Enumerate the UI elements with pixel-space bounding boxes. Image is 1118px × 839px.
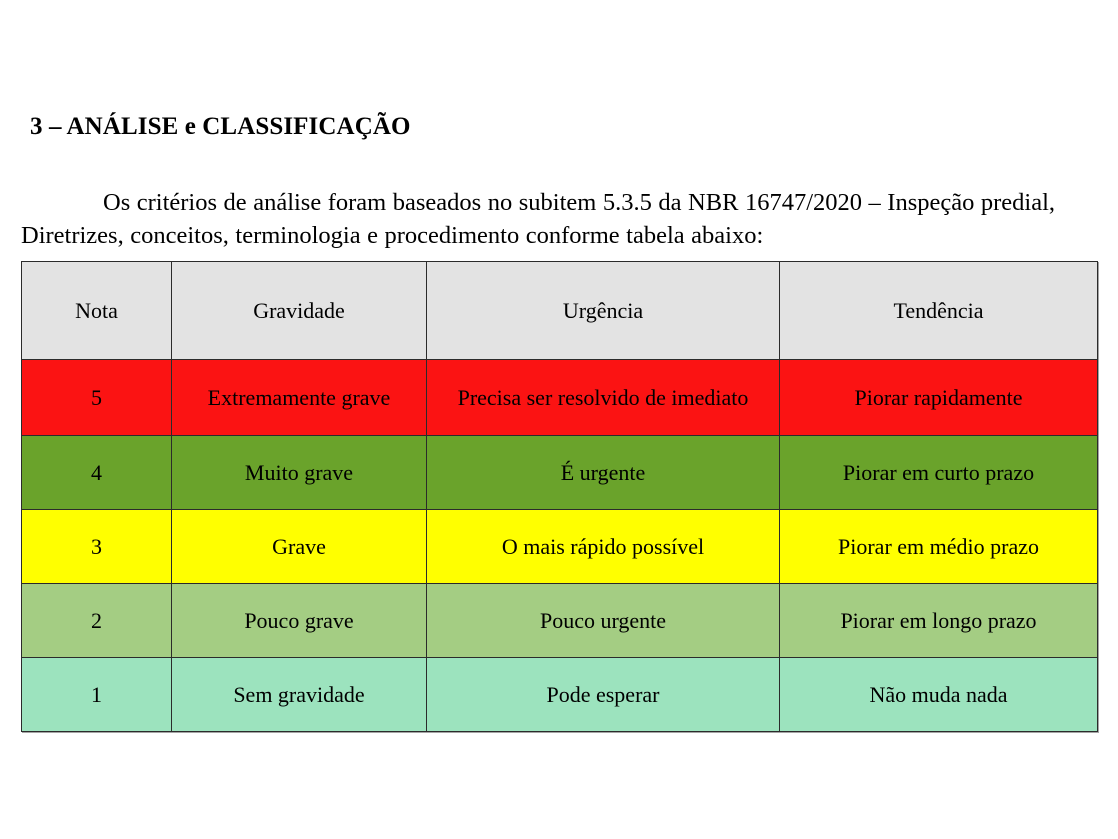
cell-urgencia: Precisa ser resolvido de imediato (427, 360, 780, 436)
table-row (22, 658, 1098, 732)
table-row (22, 584, 1098, 658)
column-header-tendencia: Tendência (780, 262, 1098, 360)
table-row (22, 360, 1098, 436)
cell-tendencia: Piorar em curto prazo (780, 436, 1098, 510)
table-body (22, 360, 1098, 732)
cell-urgencia: Pouco urgente (427, 584, 780, 658)
table-row (22, 436, 1098, 510)
cell-tendencia: Piorar rapidamente (780, 360, 1098, 436)
cell-nota: 1 (22, 658, 172, 732)
column-header-nota: Nota (22, 262, 172, 360)
column-header-urgencia: Urgência (427, 262, 780, 360)
cell-tendencia: Não muda nada (780, 658, 1098, 732)
cell-urgencia: O mais rápido possível (427, 510, 780, 584)
page-title: 3 – ANÁLISE e CLASSIFICAÇÃO (30, 112, 411, 140)
table-row (22, 510, 1098, 584)
criteria-table (21, 261, 1098, 732)
cell-nota: 5 (22, 360, 172, 436)
column-header-gravidade: Gravidade (172, 262, 427, 360)
cell-gravidade: Muito grave (172, 436, 427, 510)
cell-urgencia: É urgente (427, 436, 780, 510)
cell-nota: 3 (22, 510, 172, 584)
cell-tendencia: Piorar em longo prazo (780, 584, 1098, 658)
cell-tendencia: Piorar em médio prazo (780, 510, 1098, 584)
cell-gravidade: Sem gravidade (172, 658, 427, 732)
cell-gravidade: Grave (172, 510, 427, 584)
cell-gravidade: Pouco grave (172, 584, 427, 658)
cell-nota: 2 (22, 584, 172, 658)
cell-gravidade: Extremamente grave (172, 360, 427, 436)
table-header (22, 262, 1098, 360)
table-header-row (22, 262, 1098, 360)
cell-urgencia: Pode esperar (427, 658, 780, 732)
intro-paragraph: Os critérios de análise foram baseados no subitem 5.3.5 da NBR 16747/2020 – Inspeção predial, Diretrizes, conceitos, terminologia e procedimento conforme tabela abaixo: (21, 188, 1056, 249)
cell-nota: 4 (22, 436, 172, 510)
